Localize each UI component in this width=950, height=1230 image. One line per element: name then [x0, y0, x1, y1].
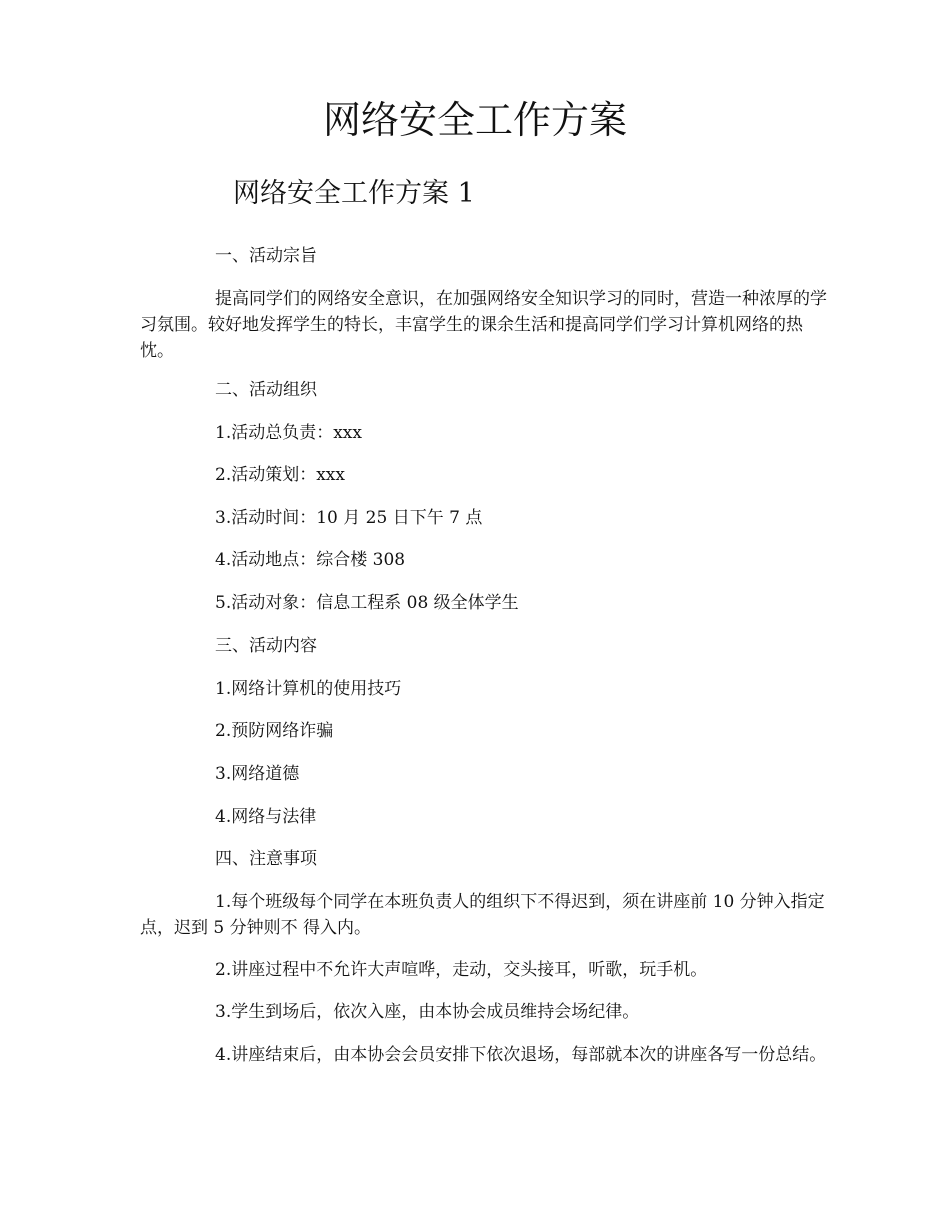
section-heading-content: 三、活动内容 [215, 636, 317, 656]
content-item: 2.预防网络诈骗 [215, 721, 334, 741]
notes-item: 4.讲座结束后，由本协会会员安排下依次退场，每部就本次的讲座各写一份总结。 [215, 1045, 827, 1065]
section-heading-notes: 四、注意事项 [215, 849, 317, 869]
organization-item: 3.活动时间：10 月 25 日下午 7 点 [215, 508, 483, 528]
content-item: 4.网络与法律 [215, 807, 317, 827]
content-item: 1.网络计算机的使用技巧 [215, 679, 402, 699]
notes-item: 1.每个班级每个同学在本班负责人的组织下不得迟到，须在讲座前 10 分钟入指定点，迟到 5 分钟则不 得入内。 [140, 892, 825, 938]
section-heading-purpose: 一、活动宗旨 [215, 246, 317, 266]
organization-item: 4.活动地点：综合楼 308 [215, 550, 406, 570]
organization-item: 1.活动总负责：xxx [215, 423, 362, 443]
notes-item: 2.讲座过程中不允许大声喧哗，走动，交头接耳，听歌，玩手机。 [215, 960, 708, 980]
section-heading-organization: 二、活动组织 [215, 380, 317, 400]
organization-item: 5.活动对象：信息工程系 08 级全体学生 [215, 593, 519, 613]
organization-item: 2.活动策划：xxx [215, 465, 345, 485]
content-item: 3.网络道德 [215, 764, 300, 784]
purpose-paragraph: 提高同学们的网络安全意识，在加强网络安全知识学习的同时，营造一种浓厚的学习氛围。较好地发挥学生的特长，丰富学生的课余生活和提高同学们学习计算机网络的热忱。 [140, 289, 827, 361]
document-subtitle: 网络安全工作方案 1 [233, 178, 475, 209]
document-title: 网络安全工作方案 [322, 98, 627, 142]
notes-item: 3.学生到场后，依次入座，由本协会成员维持会场纪律。 [215, 1002, 640, 1022]
